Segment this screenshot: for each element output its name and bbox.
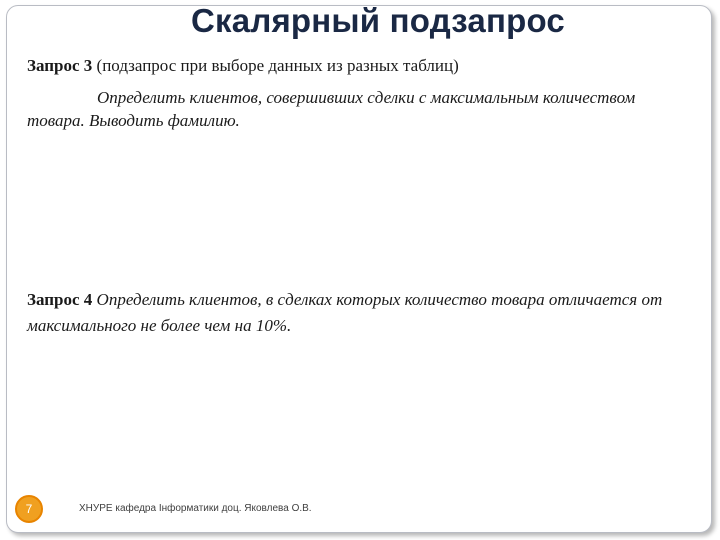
query3-description: Определить клиентов, совершивших сделки с максимальным количеством товара. Выводить фамилию. (27, 88, 636, 130)
query4-description: Определить клиентов, в сделках которых количество товара отличается от максимального не более чем на 10%. (27, 290, 663, 335)
query4-block (27, 287, 697, 339)
slide-title (0, 2, 720, 40)
page-number-badge: 7 (15, 495, 43, 523)
query4-label: Запрос 4 (27, 290, 93, 309)
slide-title-text: Скалярный подзапрос (191, 2, 565, 39)
query3-label: Запрос 3 (27, 56, 93, 75)
query3-description-block (27, 86, 687, 132)
footer-text: ХНУРЕ кафедра Інформатики доц. Яковлева О.В. (79, 503, 312, 514)
query3-heading (27, 56, 459, 76)
query3-subtitle: (подзапрос при выборе данных из разных таблиц) (96, 56, 459, 75)
slide-frame (6, 5, 712, 533)
